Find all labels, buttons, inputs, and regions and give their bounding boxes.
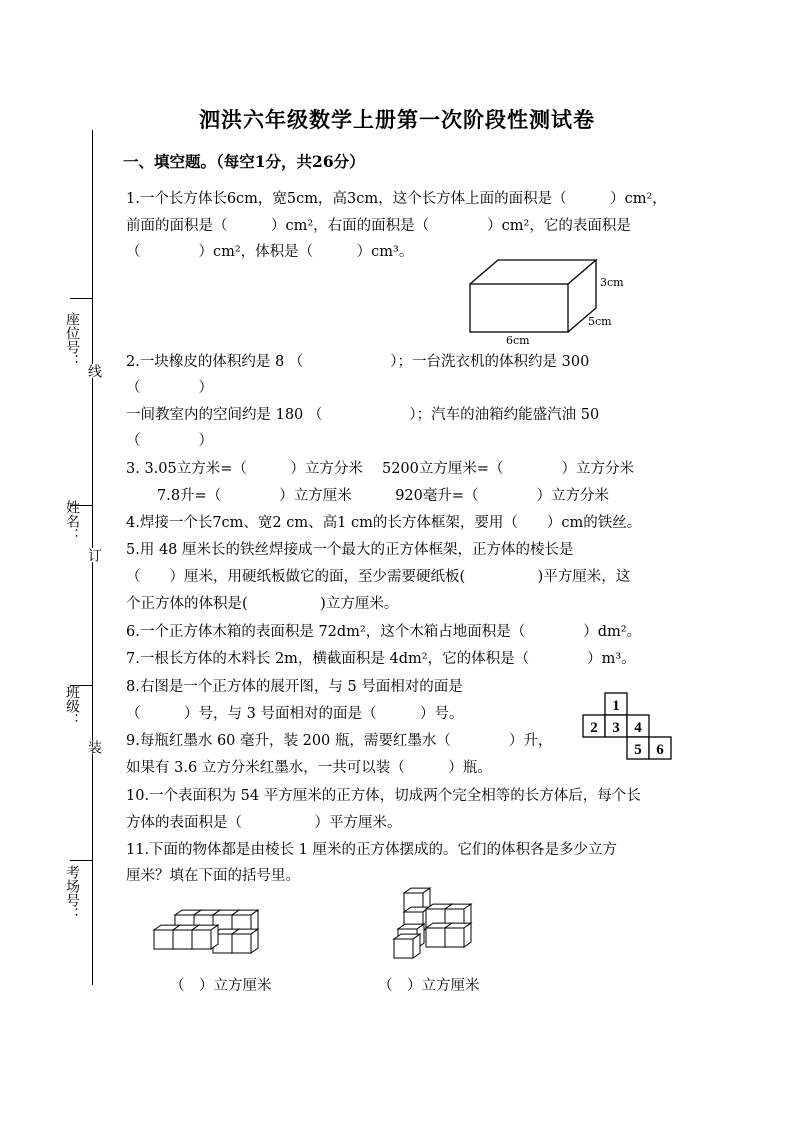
section-heading: 一、填空题。（每空1分，共26分） [123,152,365,171]
question-4: 4.焊接一个长7cm、宽2 cm、高1 cm的长方体框架，要用（ ）cm的铁丝。 [126,515,642,531]
question-9-line-2: 如果有 3.6 立方分米红墨水，一共可以装（ ）瓶。 [126,760,492,776]
figure-1-answer: （ ）立方厘米 [170,978,272,994]
seat-number-label: 座位号： [64,312,80,368]
net-face-2: 2 [590,720,598,736]
question-1-line-3: （ ）cm²，体积是（ ）cm³。 [126,244,414,260]
question-6: 6.一个正方体木箱的表面积是 72dm²，这个木箱占地面积是（ ）dm²。 [126,624,642,640]
cuboid-height-label: 3cm [600,276,624,289]
net-face-1: 1 [612,698,620,714]
cuboid-figure [468,258,598,338]
question-5-line-1: 5.用 48 厘米长的铁丝焊接成一个最大的正方体框架，正方体的棱长是 [126,542,574,558]
cuboid-width-label: 5cm [588,315,612,328]
binding-char-line: 线 [86,364,102,378]
question-8-line-1: 8.右图是一个正方体的展开图，与 5 号面相对的面是 [126,679,463,695]
binding-char-ding: 订 [86,548,102,562]
question-3-line-2: 7.8升=（ ）立方厘米 920毫升=（ ）立方分米 [157,488,610,504]
cube-net-figure [582,692,674,762]
question-3-line-1: 3. 3.05立方米=（ ）立方分米 5200立方厘米=（ ）立方分米 [126,461,635,477]
exam-room-label: 考场号： [64,865,80,921]
unit-cube [394,934,420,958]
question-5-line-2: （ ）厘米，用硬纸板做它的面，至少需要硬纸板( )平方厘米，这 [126,569,631,585]
cube-stack-figure-2 [390,885,480,960]
question-10-line-2: 方体的表面积是（ ）平方厘米。 [126,815,402,831]
question-2-line-3: 一间教室内的空间约是 180 （ ）；汽车的油箱约能盛汽油 50 [126,407,600,423]
question-7: 7.一根长方体的木料长 2m，横截面积是 4dm²，它的体积是（ ）m³。 [126,651,636,667]
question-2-line-1: 2.一块橡皮的体积约是 8 （ ）；一台洗衣机的体积约是 300 [126,354,590,370]
question-9-line-1: 9.每瓶红墨水 60 毫升，装 200 瓶，需要红墨水（ ）升， [126,733,553,749]
net-face-3: 3 [612,720,620,736]
question-11-line-1: 11.下面的物体都是由棱长 1 厘米的正方体摆成的。它们的体积各是多少立方 [126,842,618,858]
question-10-line-1: 10.一个表面积为 54 平方厘米的正方体，切成两个完全相等的长方体后，每个长 [126,788,641,804]
net-face-5: 5 [634,742,642,758]
name-label: 姓名： [64,500,80,542]
net-face-4: 4 [634,720,642,736]
unit-cube [192,925,218,949]
question-1-line-1: 1.一个长方体长6cm，宽5cm，高3cm，这个长方体上面的面积是（ ）cm²， [126,191,667,207]
question-1-line-2: 前面的面积是（ ）cm²，右面的面积是（ ）cm²，它的表面积是 [126,218,631,234]
question-5-line-3: 个正方体的体积是( )立方厘米。 [126,596,399,612]
question-2-line-4: （ ） [126,433,213,449]
figure-2-answer: （ ）立方厘米 [378,978,480,994]
cuboid-length-label: 6cm [506,334,530,347]
unit-cube [232,929,258,953]
room-underline [70,860,92,861]
unit-cube [445,923,471,947]
question-8-line-2: （ ）号，与 3 号面相对的面是（ ）号。 [126,706,464,722]
net-face-6: 6 [656,742,664,758]
question-2-line-2: （ ） [126,380,213,396]
binding-char-zhuang: 装 [86,740,102,754]
class-label: 班级： [64,685,80,727]
question-11-line-2: 厘米？填在下面的括号里。 [126,868,300,884]
page-title: 泗洪六年级数学上册第一次阶段性测试卷 [199,107,595,132]
cube-stack-figure-1 [150,900,270,952]
seat-underline [70,298,92,299]
